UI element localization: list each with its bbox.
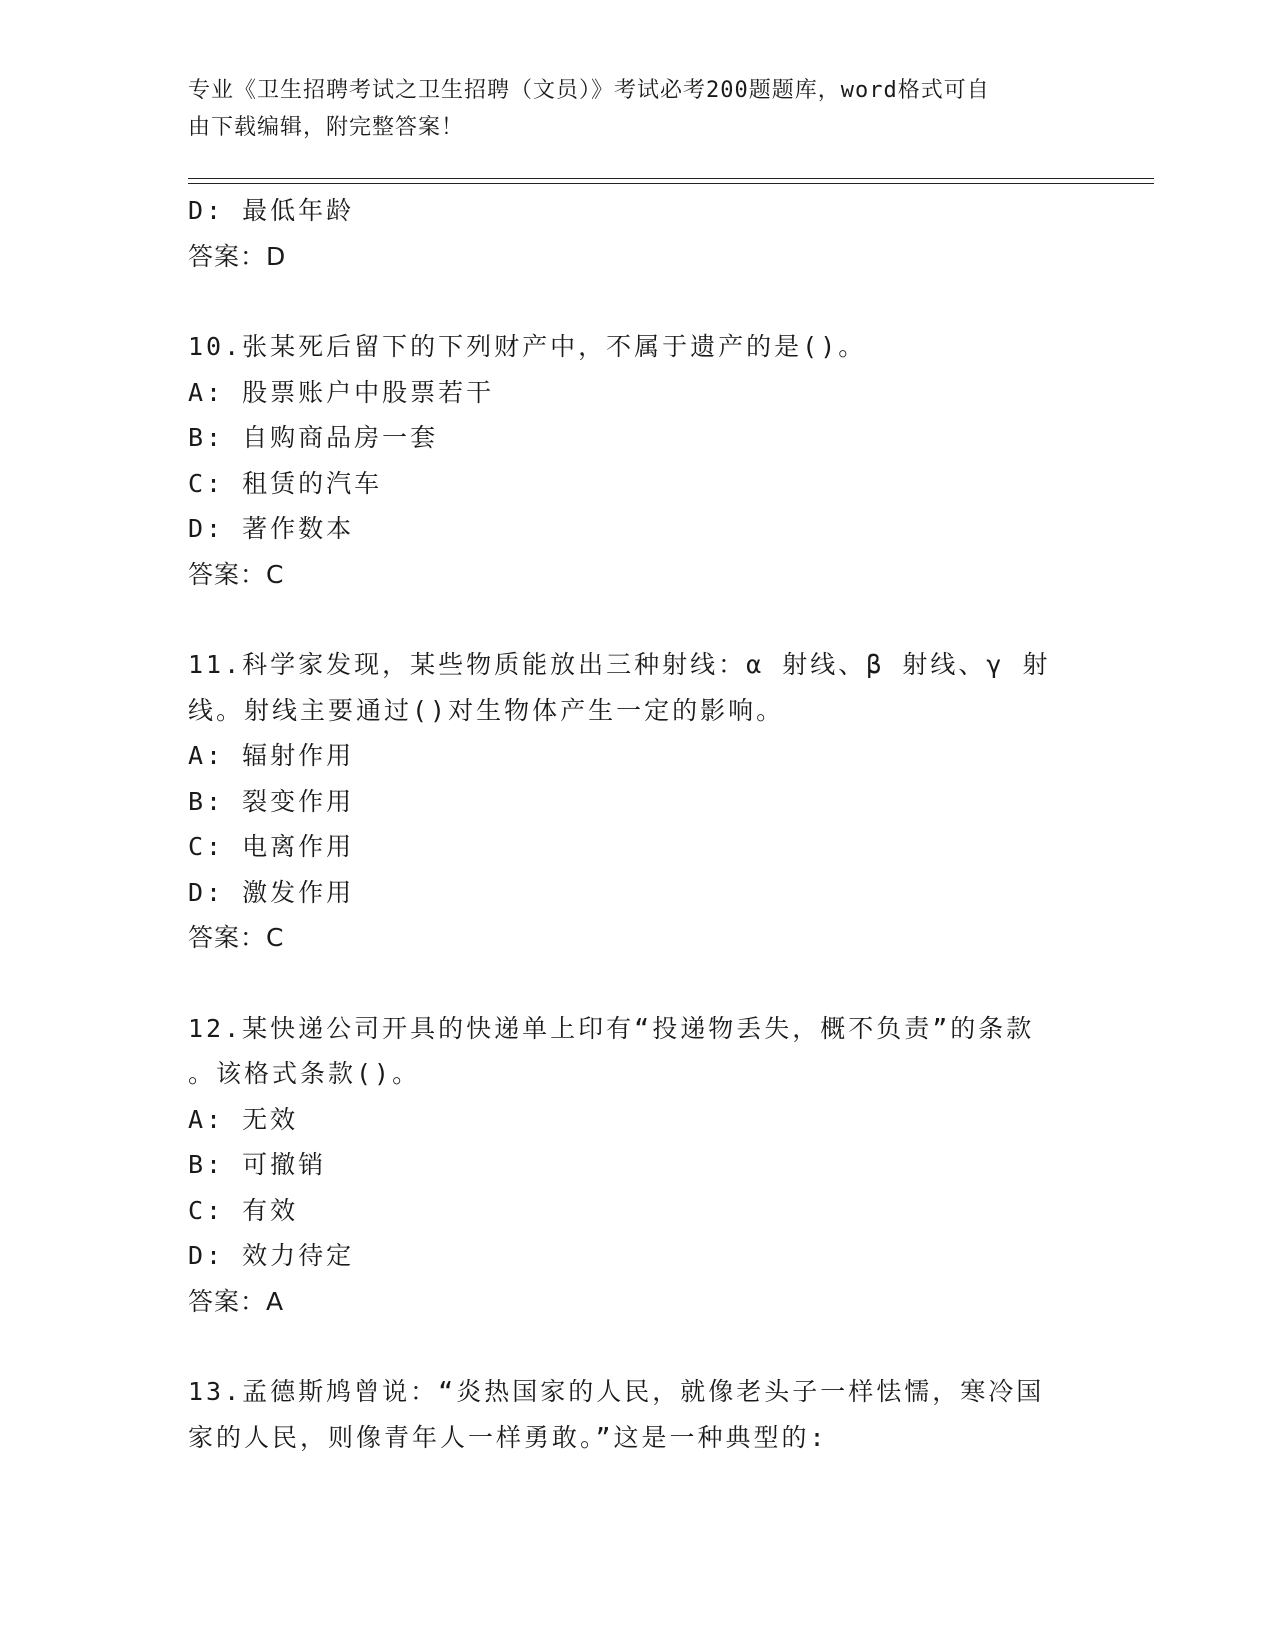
option-d: D: 最低年龄	[188, 196, 355, 225]
question-13	[188, 1369, 1088, 1460]
document-header	[188, 72, 1068, 146]
question-stem-line-2: 线。射线主要通过()对生物体产生一定的影响。	[188, 695, 785, 725]
answer: 答案：D	[188, 241, 287, 271]
spacer	[188, 279, 1088, 324]
spacer	[188, 1324, 1088, 1369]
question-11	[188, 642, 1088, 961]
spacer	[188, 597, 1088, 642]
question-stem-line-2: 家的人民，则像青年人一样勇敢。”这是一种典型的:	[188, 1422, 828, 1452]
header-rule-top	[188, 178, 1154, 179]
option-d: D: 激发作用	[188, 877, 355, 907]
header-rule-bottom	[188, 183, 1154, 184]
option-a: A: 股票账户中股票若干	[188, 377, 495, 407]
question-stem-line-1: 12.某快递公司开具的快递单上印有“投递物丢失，概不负责”的条款	[188, 1013, 1035, 1043]
question-list	[188, 188, 1088, 1460]
question-stem-line-1: 13.孟德斯鸠曾说：“炎热国家的人民，就像老头子一样怯懦，寒冷国	[188, 1377, 1045, 1406]
spacer	[188, 961, 1088, 1006]
answer: 答案：A	[188, 1286, 285, 1316]
option-c: C: 有效	[188, 1195, 299, 1225]
option-d: D: 效力待定	[188, 1241, 355, 1270]
question-10	[188, 324, 1088, 597]
question-12	[188, 1006, 1088, 1325]
option-b: B: 可撤销	[188, 1150, 327, 1179]
question-stem: 10.张某死后留下的下列财产中，不属于遗产的是()。	[188, 332, 867, 361]
question-9-tail	[188, 188, 1088, 279]
header-line-1: 专业《卫生招聘考试之卫生招聘（文员）》考试必考200题题库，word格式可自	[188, 78, 990, 103]
option-b: B: 自购商品房一套	[188, 423, 439, 452]
answer: 答案：C	[188, 923, 285, 952]
option-a: A: 无效	[188, 1104, 299, 1134]
option-b: B: 裂变作用	[188, 786, 355, 816]
answer: 答案：C	[188, 559, 285, 589]
option-c: C: 租赁的汽车	[188, 468, 383, 498]
question-stem-line-2: 。该格式条款()。	[188, 1059, 421, 1088]
option-d: D: 著作数本	[188, 514, 355, 543]
question-stem-line-1: 11.科学家发现，某些物质能放出三种射线：α 射线、β 射线、γ 射	[188, 650, 1051, 679]
header-line-2: 由下载编辑，附完整答案！	[188, 115, 465, 140]
option-a: A: 辐射作用	[188, 741, 355, 770]
option-c: C: 电离作用	[188, 832, 355, 861]
